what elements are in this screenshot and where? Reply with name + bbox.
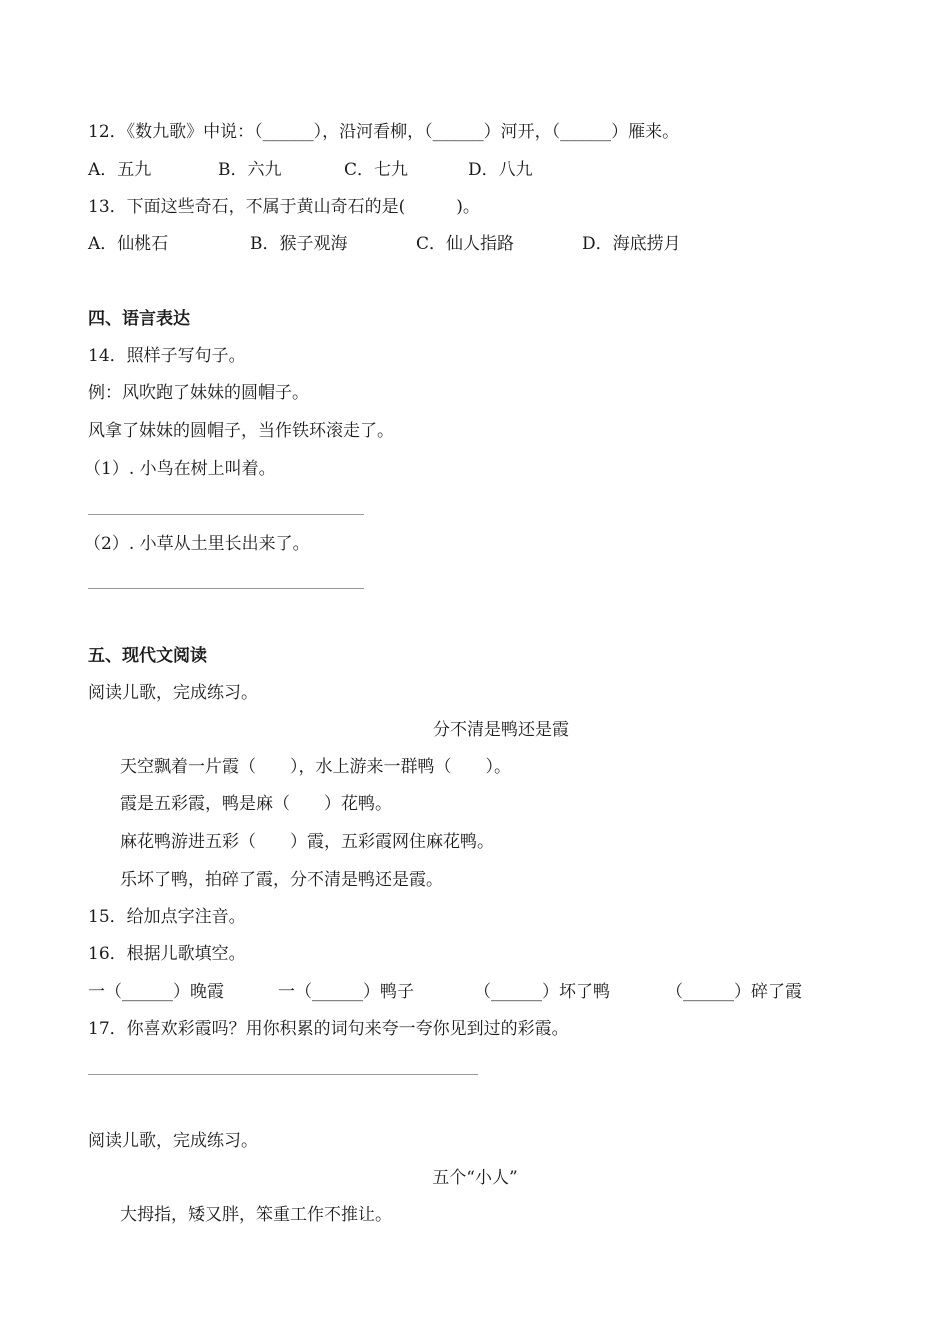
q13-option-b: B．猴子观海: [250, 234, 348, 254]
example-sentence-1: 例：风吹跑了妹妹的圆帽子。: [88, 383, 309, 403]
question-17-stem: 17．你喜欢彩霞吗？用你积累的词句来夸一夸你见到过的彩霞。: [88, 1019, 569, 1039]
section-5-heading: 五、现代文阅读: [88, 646, 207, 666]
q12-option-c: C．七九: [344, 160, 409, 180]
answer-line-1[interactable]: [88, 514, 364, 515]
q16-blank-2: 一（______）鸭子: [278, 982, 414, 1002]
q12-option-a: A．五九: [88, 160, 152, 180]
q14-item-1: （1）. 小鸟在树上叫着。: [84, 459, 276, 479]
q16-blank-3: （______）坏了鸭: [474, 982, 610, 1002]
poem-line-3: 麻花鸭游进五彩（ ）霞，五彩霞网住麻花鸭。: [120, 832, 494, 852]
section-4-heading: 四、语言表达: [88, 309, 190, 329]
q13-option-a: A．仙桃石: [88, 234, 169, 254]
q12-option-b: B．六九: [218, 160, 282, 180]
answer-line-2[interactable]: [88, 588, 364, 589]
poem-title-2: 五个“小人”: [432, 1168, 518, 1188]
q13-option-d: D．海底捞月: [582, 234, 681, 254]
q16-blank-1: 一（______）晚霞: [88, 982, 224, 1002]
q12-option-d: D．八九: [468, 160, 533, 180]
q13-option-c: C．仙人指路: [416, 234, 515, 254]
reading-intro: 阅读儿歌，完成练习。: [88, 683, 258, 703]
question-16-stem: 16．根据儿歌填空。: [88, 944, 246, 964]
q16-blank-4: （______）碎了霞: [666, 982, 802, 1002]
answer-line-3[interactable]: [88, 1074, 478, 1075]
question-14-stem: 14．照样子写句子。: [88, 346, 246, 366]
question-12-stem: 12．《数九歌》中说：（______），沿河看柳，（______）河开，（______）雁来。: [88, 122, 680, 142]
poem-line-2: 霞是五彩霞，鸭是麻（ ）花鸭。: [120, 794, 392, 814]
poem2-line-1: 大拇指，矮又胖，笨重工作不推让。: [120, 1205, 392, 1225]
question-13-stem: 13．下面这些奇石，不属于黄山奇石的是( )。: [88, 197, 480, 217]
q14-item-2: （2）. 小草从土里长出来了。: [84, 534, 310, 554]
poem-line-4: 乐坏了鸭，拍碎了霞，分不清是鸭还是霞。: [120, 870, 443, 890]
example-sentence-2: 风拿了妹妹的圆帽子，当作铁环滚走了。: [88, 421, 394, 441]
reading-intro-2: 阅读儿歌，完成练习。: [88, 1131, 258, 1151]
poem-line-1: 天空飘着一片霞（ ），水上游来一群鸭（ ）。: [120, 757, 511, 777]
poem-title: 分不清是鸭还是霞: [433, 720, 569, 740]
question-15-stem: 15．给加点字注音。: [88, 907, 246, 927]
